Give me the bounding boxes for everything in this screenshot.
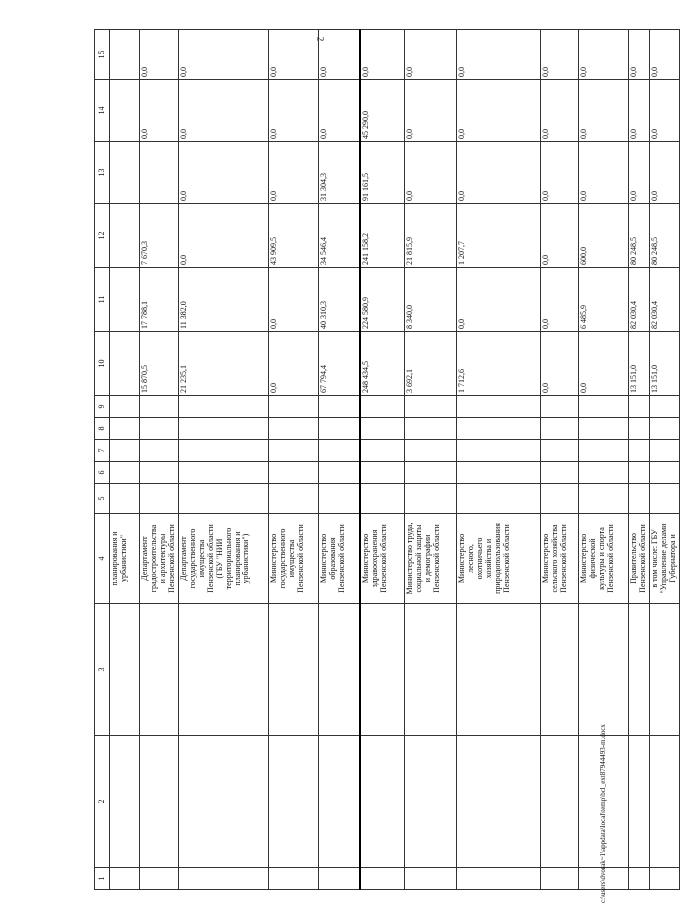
responsible-executor-cell: планирования и урбанистики" bbox=[110, 514, 140, 604]
amount-cell: 0,0 bbox=[360, 30, 404, 80]
responsible-executor-cell: Правительство Пензенской области bbox=[628, 514, 649, 604]
amount-cell: 0,0 bbox=[268, 332, 318, 396]
empty-cell bbox=[140, 396, 179, 418]
amount-cell: 0,0 bbox=[540, 268, 578, 332]
empty-cell bbox=[456, 418, 540, 440]
amount-cell: 600,0 bbox=[578, 204, 628, 268]
empty-cell bbox=[110, 736, 140, 868]
amount-cell: 0,0 bbox=[268, 30, 318, 80]
empty-cell bbox=[404, 440, 456, 462]
empty-cell bbox=[540, 440, 578, 462]
empty-cell bbox=[649, 440, 679, 462]
empty-cell bbox=[628, 736, 649, 868]
empty-cell bbox=[360, 868, 404, 890]
empty-cell bbox=[578, 484, 628, 514]
empty-cell bbox=[268, 462, 318, 484]
amount-cell: 0,0 bbox=[318, 80, 360, 142]
empty-cell bbox=[649, 868, 679, 890]
amount-cell: 6 485,9 bbox=[578, 268, 628, 332]
empty-cell bbox=[578, 396, 628, 418]
empty-cell bbox=[456, 396, 540, 418]
responsible-executor-cell: Министерство лесного, охотничьего хозяйства и природопользования Пензенской области bbox=[456, 514, 540, 604]
empty-cell bbox=[649, 418, 679, 440]
empty-cell bbox=[456, 484, 540, 514]
amount-cell: 0,0 bbox=[140, 30, 179, 80]
responsible-executor-cell: Министерство труда, социальной защиты и демографии Пензенской области bbox=[404, 514, 456, 604]
amount-cell: 0,0 bbox=[140, 80, 179, 142]
amount-cell: 13 151,0 bbox=[628, 332, 649, 396]
amount-cell: 0,0 bbox=[628, 80, 649, 142]
empty-cell bbox=[456, 462, 540, 484]
amount-cell: 0,0 bbox=[540, 80, 578, 142]
col-number: 5 bbox=[95, 484, 110, 514]
empty-cell bbox=[404, 418, 456, 440]
amount-cell: 0,0 bbox=[404, 30, 456, 80]
col-number: 9 bbox=[95, 396, 110, 418]
empty-cell bbox=[360, 440, 404, 462]
amount-cell: 67 794,4 bbox=[318, 332, 360, 396]
responsible-executor-cell: Министерство физической культуры и спорта Пензенской области bbox=[578, 514, 628, 604]
empty-cell bbox=[456, 604, 540, 736]
table-row bbox=[318, 30, 360, 890]
amount-cell: 3 692,1 bbox=[404, 332, 456, 396]
table-row bbox=[110, 30, 140, 890]
amount-cell: 31 304,3 bbox=[318, 142, 360, 204]
empty-cell bbox=[110, 604, 140, 736]
amount-cell: 0,0 bbox=[404, 80, 456, 142]
amount-cell: 0,0 bbox=[178, 142, 268, 204]
empty-cell bbox=[178, 868, 268, 890]
empty-cell bbox=[628, 604, 649, 736]
column-number-row bbox=[95, 30, 110, 890]
empty-cell bbox=[649, 462, 679, 484]
col-number: 7 bbox=[95, 440, 110, 462]
empty-cell bbox=[404, 484, 456, 514]
table-row bbox=[540, 30, 578, 890]
empty-cell bbox=[360, 396, 404, 418]
amount-cell: 80 248,5 bbox=[628, 204, 649, 268]
empty-cell bbox=[268, 736, 318, 868]
col-number: 14 bbox=[95, 80, 110, 142]
empty-cell bbox=[178, 440, 268, 462]
empty-cell bbox=[140, 484, 179, 514]
amount-cell: 0,0 bbox=[456, 80, 540, 142]
empty-cell bbox=[178, 418, 268, 440]
amount-cell: 0,0 bbox=[268, 268, 318, 332]
amount-cell: 0,0 bbox=[178, 80, 268, 142]
empty-cell bbox=[318, 604, 360, 736]
empty-cell bbox=[404, 604, 456, 736]
amount-cell: 0,0 bbox=[649, 30, 679, 80]
amount-cell: 0,0 bbox=[578, 142, 628, 204]
table-row bbox=[649, 30, 679, 890]
empty-cell bbox=[318, 868, 360, 890]
col-number: 4 bbox=[95, 514, 110, 604]
empty-cell bbox=[110, 484, 140, 514]
empty-cell bbox=[360, 484, 404, 514]
amount-cell: 241 158,2 bbox=[360, 204, 404, 268]
amount-cell: 15 870,5 bbox=[140, 332, 179, 396]
responsible-executor-cell: Министерство сельского хозяйства Пензенской области bbox=[540, 514, 578, 604]
empty-cell bbox=[628, 484, 649, 514]
empty-cell bbox=[540, 462, 578, 484]
amount-cell: 1 712,6 bbox=[456, 332, 540, 396]
amount-cell: 82 030,4 bbox=[628, 268, 649, 332]
empty-cell bbox=[456, 736, 540, 868]
empty-cell bbox=[178, 462, 268, 484]
empty-cell bbox=[360, 604, 404, 736]
empty-cell bbox=[178, 604, 268, 736]
amount-cell: 0,0 bbox=[268, 80, 318, 142]
responsible-executor-cell: Министерство государственного имущества Пензенской области bbox=[268, 514, 318, 604]
empty-cell bbox=[140, 440, 179, 462]
empty-cell bbox=[318, 484, 360, 514]
amount-cell bbox=[110, 332, 140, 396]
table-row bbox=[140, 30, 179, 890]
amount-cell: 0,0 bbox=[628, 142, 649, 204]
empty-cell bbox=[540, 604, 578, 736]
amount-cell: 0,0 bbox=[649, 80, 679, 142]
responsible-executor-cell: Министерство образования Пензенской области bbox=[318, 514, 360, 604]
empty-cell bbox=[268, 440, 318, 462]
amount-cell: 0,0 bbox=[578, 332, 628, 396]
responsible-executor-cell: в том числе: ГБУ "Управление делами Губернатора и bbox=[649, 514, 679, 604]
amount-cell: 11 382,0 bbox=[178, 268, 268, 332]
empty-cell bbox=[318, 462, 360, 484]
empty-cell bbox=[578, 462, 628, 484]
empty-cell bbox=[268, 418, 318, 440]
empty-cell bbox=[178, 484, 268, 514]
amount-cell: 0,0 bbox=[456, 30, 540, 80]
col-number: 1 bbox=[95, 868, 110, 890]
col-number: 3 bbox=[95, 604, 110, 736]
empty-cell bbox=[404, 736, 456, 868]
amount-cell: 0,0 bbox=[540, 142, 578, 204]
amount-cell: 91 161,5 bbox=[360, 142, 404, 204]
empty-cell bbox=[268, 604, 318, 736]
amount-cell bbox=[110, 142, 140, 204]
empty-cell bbox=[110, 396, 140, 418]
amount-cell: 0,0 bbox=[578, 30, 628, 80]
empty-cell bbox=[318, 440, 360, 462]
amount-cell: 0,0 bbox=[178, 30, 268, 80]
col-number: 13 bbox=[95, 142, 110, 204]
empty-cell bbox=[404, 396, 456, 418]
col-number: 2 bbox=[95, 736, 110, 868]
amount-cell: 82 030,4 bbox=[649, 268, 679, 332]
amount-cell: 43 909,5 bbox=[268, 204, 318, 268]
col-number: 6 bbox=[95, 462, 110, 484]
amount-cell: 1 207,7 bbox=[456, 204, 540, 268]
amount-cell: 0,0 bbox=[578, 80, 628, 142]
responsible-executor-cell: Департамент государственного имущества Пензенской области (ГБУ "НИИ территориального планирования и урбанистики") bbox=[178, 514, 268, 604]
amount-cell: 0,0 bbox=[649, 142, 679, 204]
empty-cell bbox=[110, 462, 140, 484]
empty-cell bbox=[649, 484, 679, 514]
col-number: 12 bbox=[95, 204, 110, 268]
empty-cell bbox=[178, 396, 268, 418]
amount-cell: 13 151,0 bbox=[649, 332, 679, 396]
empty-cell bbox=[360, 418, 404, 440]
empty-cell bbox=[268, 868, 318, 890]
empty-cell bbox=[110, 868, 140, 890]
empty-cell bbox=[140, 418, 179, 440]
empty-cell bbox=[649, 736, 679, 868]
table-body bbox=[110, 30, 680, 890]
amount-cell: 17 788,1 bbox=[140, 268, 179, 332]
amount-cell: 21 235,1 bbox=[178, 332, 268, 396]
table-row bbox=[456, 30, 540, 890]
table-row bbox=[404, 30, 456, 890]
amount-cell: 0,0 bbox=[268, 142, 318, 204]
amount-cell: 0,0 bbox=[456, 268, 540, 332]
empty-cell bbox=[628, 462, 649, 484]
col-number: 11 bbox=[95, 268, 110, 332]
amount-cell: 0,0 bbox=[540, 30, 578, 80]
col-number: 8 bbox=[95, 418, 110, 440]
empty-cell bbox=[140, 868, 179, 890]
empty-cell bbox=[268, 396, 318, 418]
empty-cell bbox=[110, 418, 140, 440]
amount-cell bbox=[110, 268, 140, 332]
empty-cell bbox=[178, 736, 268, 868]
amount-cell: 40 310,3 bbox=[318, 268, 360, 332]
empty-cell bbox=[649, 604, 679, 736]
empty-cell bbox=[360, 736, 404, 868]
empty-cell bbox=[318, 736, 360, 868]
empty-cell bbox=[578, 604, 628, 736]
responsible-executor-cell: Министерство здравоохранения Пензенской области bbox=[360, 514, 404, 604]
empty-cell bbox=[140, 604, 179, 736]
empty-cell bbox=[110, 440, 140, 462]
empty-cell bbox=[628, 396, 649, 418]
empty-cell bbox=[140, 462, 179, 484]
empty-cell bbox=[540, 484, 578, 514]
footer-file-path: c:\users\dvorak~1\appdata\local\temp\bcl_ext87944493-m.docx bbox=[599, 724, 607, 903]
table-row bbox=[628, 30, 649, 890]
table-row bbox=[268, 30, 318, 890]
empty-cell bbox=[404, 868, 456, 890]
page-number: 2 bbox=[315, 36, 325, 42]
empty-cell bbox=[456, 868, 540, 890]
empty-cell bbox=[140, 736, 179, 868]
amount-cell bbox=[110, 80, 140, 142]
amount-cell: 0,0 bbox=[540, 204, 578, 268]
amount-cell: 8 340,0 bbox=[404, 268, 456, 332]
empty-cell bbox=[540, 868, 578, 890]
empty-cell bbox=[456, 440, 540, 462]
responsible-executor-cell: Департамент градостроительства и архитектуры Пензенской области bbox=[140, 514, 179, 604]
empty-cell bbox=[578, 440, 628, 462]
amount-cell bbox=[110, 30, 140, 80]
amount-cell: 7 670,3 bbox=[140, 204, 179, 268]
empty-cell bbox=[268, 484, 318, 514]
amount-cell: 0,0 bbox=[318, 30, 360, 80]
amount-cell: 224 580,9 bbox=[360, 268, 404, 332]
amount-cell bbox=[110, 204, 140, 268]
empty-cell bbox=[318, 418, 360, 440]
amount-cell: 0,0 bbox=[404, 142, 456, 204]
empty-cell bbox=[628, 440, 649, 462]
amount-cell: 0,0 bbox=[540, 332, 578, 396]
empty-cell bbox=[628, 418, 649, 440]
empty-cell bbox=[318, 396, 360, 418]
empty-cell bbox=[540, 396, 578, 418]
col-number: 10 bbox=[95, 332, 110, 396]
amount-cell: 248 434,5 bbox=[360, 332, 404, 396]
empty-cell bbox=[628, 868, 649, 890]
table-row bbox=[360, 30, 404, 890]
col-number: 15 bbox=[95, 30, 110, 80]
amount-cell: 80 248,5 bbox=[649, 204, 679, 268]
amount-cell: 0,0 bbox=[456, 142, 540, 204]
amount-cell bbox=[140, 142, 179, 204]
empty-cell bbox=[540, 418, 578, 440]
amount-cell: 45 290,0 bbox=[360, 80, 404, 142]
amount-cell: 34 546,4 bbox=[318, 204, 360, 268]
amount-cell: 0,0 bbox=[628, 30, 649, 80]
empty-cell bbox=[404, 462, 456, 484]
empty-cell bbox=[540, 736, 578, 868]
empty-cell bbox=[649, 396, 679, 418]
budget-table bbox=[94, 29, 680, 890]
amount-cell: 21 815,9 bbox=[404, 204, 456, 268]
empty-cell bbox=[360, 462, 404, 484]
amount-cell: 0,0 bbox=[178, 204, 268, 268]
table-row bbox=[178, 30, 268, 890]
empty-cell bbox=[578, 418, 628, 440]
